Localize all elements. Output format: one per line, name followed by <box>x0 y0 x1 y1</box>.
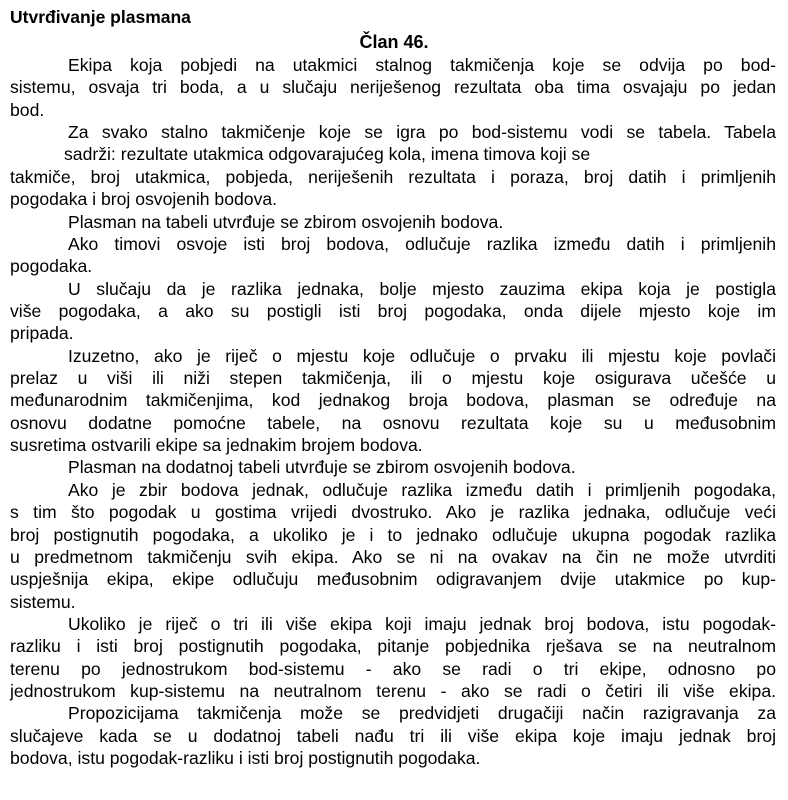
section-title: Utvrđivanje plasmana <box>10 7 191 27</box>
text-line: Plasman na tabeli utvrđuje se zbirom osvojenih bodova. <box>68 211 504 232</box>
text-line: Ako je zbir bodova jednak, odlučuje razlika između datih i primljenih pogodaka, <box>68 479 776 500</box>
text-line: bod. <box>10 99 45 120</box>
text-line: pogodaka i broj osvojenih bodova. <box>10 189 278 210</box>
text-line: međunarodnim takmičenjima, kod jednakog broja bodova, plasman se određuje na <box>10 390 776 411</box>
text-line: u predmetnom takmičenju svih ekipa. Ako se ni na ovakav na čin ne može utvrditi <box>10 546 776 567</box>
body-text <box>10 54 776 770</box>
text-line: susretima ostvarili ekipe sa jednakim brojem bodova. <box>10 435 423 456</box>
text-line: razliku i isti broj postignutih pogodaka, pitanje pobjednika rješava se na neutralnom <box>10 636 776 657</box>
text-line: s tim što pogodak u gostima vrijedi dvostruko. Ako je razlika jednaka, odlučuje veći <box>10 502 776 523</box>
text-line: slučajeve kada se u dodatnoj tabeli nađu tri ili više ekipa koje imaju jednak broj <box>10 725 776 746</box>
text-line: uspješnija ekipa, ekipe odlučuju međusobnim odigravanjem dvije utakmice po kup- <box>10 569 776 590</box>
text-line: prelaz u viši ili niži stepen takmičenja, ili o mjestu koje osigurava učešće u <box>10 368 776 389</box>
text-line: više pogodaka, a ako su postigli isti broj pogodaka, onda dijele mjesto koje im <box>10 300 776 321</box>
text-line: Za svako stalno takmičenje koje se igra po bod-sistemu vodi se tabela. Tabela <box>68 122 776 143</box>
text-line: Plasman na dodatnoj tabeli utvrđuje se zbirom osvojenih bodova. <box>68 457 576 478</box>
text-line: pripada. <box>10 323 74 344</box>
text-line: takmiče, broj utakmica, pobjeda, neriješenih rezultata i poraza, broj datih i primljenih <box>10 166 776 187</box>
article-heading: Član 46. <box>359 32 429 52</box>
text-line: bodova, istu pogodak-razliku i isti broj postignutih pogodaka. <box>10 748 481 769</box>
text-line: pogodaka. <box>10 256 93 277</box>
text-line: U slučaju da je razlika jednaka, bolje mjesto zauzima ekipa koja je postigla <box>68 278 776 299</box>
text-line: Ako timovi osvoje isti broj bodova, odlučuje razlika između datih i primljenih <box>68 233 776 254</box>
text-line: broj postignutih pogodaka, a ukoliko je i to jednako odlučuje ukupna pogodak razlika <box>10 524 776 545</box>
text-line: sistemu, osvaja tri boda, a u slučaju neriješenog rezultata oba tima osvajaju po jedan <box>10 77 776 98</box>
text-line: Izuzetno, ako je riječ o mjestu koje odlučuje o prvaku ili mjestu koje povlači <box>68 345 776 366</box>
text-line: sadrži: rezultate utakmica odgovarajućeg kola, imena timova koji se <box>64 144 591 165</box>
text-line: Ekipa koja pobjedi na utakmici stalnog takmičenja koje se odvija po bod- <box>68 55 776 75</box>
text-line: jednostrukom kup-sistemu na neutralnom terenu - ako se radi o četiri ili više ekipa. <box>10 681 776 702</box>
text-line: sistemu. <box>10 591 76 612</box>
text-line: Propozicijama takmičenja može se predvidjeti drugačiji način razigravanja za <box>68 703 776 724</box>
text-line: terenu po jednostrukom bod-sistemu - ako se radi o tri ekipe, odnosno po <box>10 658 776 679</box>
text-line: Ukoliko je riječ o tri ili više ekipa koji imaju jednak broj bodova, istu pogodak- <box>68 613 776 634</box>
text-line: osnovu dodatne pomoćne tabele, na osnovu rezultata koje su u međusobnim <box>10 412 776 433</box>
